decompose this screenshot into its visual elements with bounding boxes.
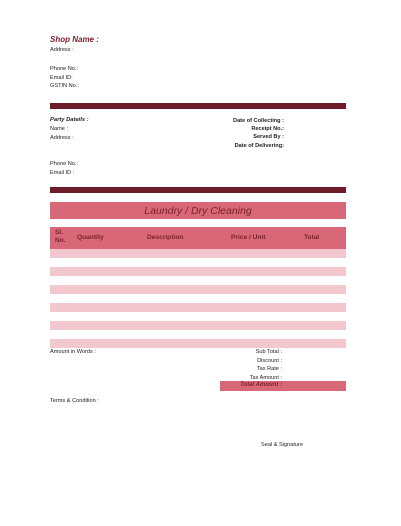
table-row (50, 321, 346, 330)
header-price: Price / Unit (231, 234, 266, 241)
receipt-no: Receipt No.: (251, 126, 284, 133)
discount-label: Discount : (257, 357, 282, 364)
table-row (50, 303, 346, 312)
table-title: Laundry / Dry Cleaning (144, 204, 252, 217)
tax-amount-label: Tax Amount : (249, 374, 282, 381)
header-sl-no: Sl. No. (55, 229, 66, 244)
shop-gstin: GSTIN No.: (50, 83, 79, 89)
table-row (50, 339, 346, 348)
table-row (50, 267, 346, 276)
totals-block (190, 348, 282, 382)
shop-phone: Phone No.: (50, 66, 78, 72)
order-info (196, 117, 284, 150)
amount-in-words: Amount in Words : (50, 349, 96, 355)
party-name: Name : (50, 126, 69, 132)
divider-bar-top (50, 103, 346, 109)
shop-name: Shop Name : (50, 35, 99, 44)
party-address: Address : (50, 134, 74, 141)
terms-and-conditions: Terms & Condition : (50, 398, 99, 404)
table-header (50, 227, 346, 249)
tax-rate-label: Tax Rate : (256, 366, 282, 373)
party-details-title: Party Dateils : (50, 117, 89, 123)
header-description: Description (147, 234, 184, 241)
header-total: Total (304, 234, 320, 241)
divider-bar-middle (50, 187, 346, 193)
table-row (50, 249, 346, 258)
total-amount-label: Total Amount : (240, 382, 282, 388)
party-phone: Phone No.: (50, 161, 78, 167)
shop-email: Email ID: (50, 74, 73, 81)
date-of-collecting: Date of Collecting : (233, 118, 284, 124)
seal-and-signature: Seal & Signature (261, 442, 303, 448)
header-quantity: Quantity (77, 234, 104, 241)
table-row (50, 285, 346, 294)
sub-total-label: Sub Total : (255, 349, 282, 355)
served-by: Served By : (253, 134, 284, 141)
table-title-band (50, 202, 346, 219)
shop-address: Address : (50, 47, 74, 53)
party-email: Email ID : (50, 169, 75, 176)
date-of-delivering: Date of Delivering: (234, 142, 284, 149)
